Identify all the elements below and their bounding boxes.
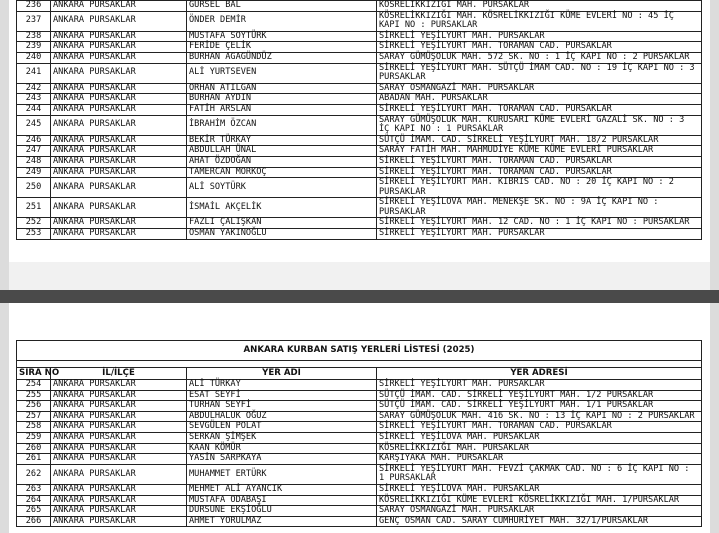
row-number: 263: [17, 484, 51, 495]
row-number: 242: [17, 83, 51, 94]
table-spacer: [17, 361, 702, 368]
row-name: FAZLI ÇALIŞKAN: [187, 218, 377, 229]
table-row: [17, 52, 702, 63]
row-address: KÖSRELİKKIZIĞI MAH. KÖSRELİKKIZIĞI KÜME EVLERİ NO : 45 İÇ KAPI NO : PURSAKLAR: [377, 11, 702, 31]
row-number: 266: [17, 516, 51, 527]
row-address: SİRKELİ YEŞİLYURT MAH. PURSAKLAR: [377, 229, 702, 240]
table-row: [17, 94, 702, 105]
row-address: SARAY GÜMÜŞOLUK MAH. KURUSARI KÜME EVLERİ GAZALİ SK. NO : 3 İÇ KAPI NO : 1 PURSAKLAR: [377, 115, 702, 135]
row-ilce: ANKARA PURSAKLAR: [51, 94, 187, 105]
table-bottom-body: [17, 341, 702, 527]
row-address: SİRKELİ YEŞİLYURT MAH. TORAMAN CAD. PURSAKLAR: [377, 422, 702, 433]
row-address: SİRKELİ YEŞİLYURT MAH. PURSAKLAR: [377, 380, 702, 391]
row-ilce: ANKARA PURSAKLAR: [51, 63, 187, 83]
row-name: BEKİR TÜRKAY: [187, 135, 377, 146]
row-ilce: ANKARA PURSAKLAR: [51, 464, 187, 484]
row-address: SİRKELİ YEŞİLYURT MAH. PURSAKLAR: [377, 31, 702, 42]
row-ilce: ANKARA PURSAKLAR: [51, 11, 187, 31]
table-row: [17, 432, 702, 443]
left-margin: [0, 0, 9, 533]
row-name: OSMAN YAKINOĞLU: [187, 229, 377, 240]
row-ilce: ANKARA PURSAKLAR: [51, 495, 187, 506]
table-row: [17, 401, 702, 412]
row-number: 258: [17, 422, 51, 433]
row-ilce: ANKARA PURSAKLAR: [51, 454, 187, 465]
page-separator: [0, 290, 719, 303]
row-ilce: ANKARA PURSAKLAR: [51, 146, 187, 157]
row-address: KÖSRELİKKIZIĞI MAH. PURSAKLAR: [377, 1, 702, 12]
table-row: [17, 42, 702, 53]
row-address: SARAY GÜMÜŞOLUK MAH. 572 SK. NO : 1 İÇ KAPI NO : 2 PURSAKLAR: [377, 52, 702, 63]
row-ilce: ANKARA PURSAKLAR: [51, 83, 187, 94]
table-row: [17, 464, 702, 484]
row-number: 253: [17, 229, 51, 240]
header-ad: YER ADI: [187, 368, 377, 380]
row-number: 237: [17, 11, 51, 31]
header-ilce: İL/İLÇE: [51, 368, 187, 380]
row-ilce: ANKARA PURSAKLAR: [51, 411, 187, 422]
row-address: SARAY FATİH MAH. MAHMUDİYE KÜME KÜME EVLERİ PURSAKLAR: [377, 146, 702, 157]
row-number: 250: [17, 178, 51, 198]
row-number: 259: [17, 432, 51, 443]
row-name: SERKAN ŞİMŞEK: [187, 432, 377, 443]
row-address: SİRKELİ YEŞİLYURT MAH. TORAMAN CAD. PURSAKLAR: [377, 42, 702, 53]
row-name: ÖNDER DEMİR: [187, 11, 377, 31]
row-ilce: ANKARA PURSAKLAR: [51, 401, 187, 412]
row-number: 257: [17, 411, 51, 422]
row-name: AHMET YORULMAZ: [187, 516, 377, 527]
row-ilce: ANKARA PURSAKLAR: [51, 156, 187, 167]
row-address: SÜTÇÜ İMAM. CAD. SİRKELİ YEŞİLYURT MAH. 1/1 PURSAKLAR: [377, 401, 702, 412]
row-name: ALİ SOYTÜRK: [187, 178, 377, 198]
row-name: ORHAN ATILGAN: [187, 83, 377, 94]
row-name: ESAT SEYFİ: [187, 390, 377, 401]
header-no: SIRA NO: [17, 368, 51, 380]
table-row: [17, 454, 702, 465]
row-number: 265: [17, 506, 51, 517]
row-address: GENÇ OSMAN CAD. SARAY CUMHURİYET MAH. 32/1/PURSAKLAR: [377, 516, 702, 527]
table-row: [17, 229, 702, 240]
row-ilce: ANKARA PURSAKLAR: [51, 516, 187, 527]
row-name: MUHAMMET ERTÜRK: [187, 464, 377, 484]
row-ilce: ANKARA PURSAKLAR: [51, 390, 187, 401]
row-name: MUSTAFA SOYTÜRK: [187, 31, 377, 42]
row-address: SİRKELİ YEŞİLOVA MAH. PURSAKLAR: [377, 484, 702, 495]
row-ilce: ANKARA PURSAKLAR: [51, 198, 187, 218]
table-row: [17, 1, 702, 12]
table-row: [17, 63, 702, 83]
row-ilce: ANKARA PURSAKLAR: [51, 178, 187, 198]
table-title: ANKARA KURBAN SATIŞ YERLERİ LİSTESİ (2025): [17, 341, 702, 361]
row-name: KAAN KÖMÜR: [187, 443, 377, 454]
row-number: 236: [17, 1, 51, 12]
row-name: ALİ TÜRKAY: [187, 380, 377, 391]
row-number: 256: [17, 401, 51, 412]
row-ilce: ANKARA PURSAKLAR: [51, 484, 187, 495]
row-name: İSMAİL AKÇELİK: [187, 198, 377, 218]
table-row: [17, 167, 702, 178]
table-row: [17, 506, 702, 517]
row-ilce: ANKARA PURSAKLAR: [51, 167, 187, 178]
row-name: MUSTAFA ODABAŞI: [187, 495, 377, 506]
table-header-row: [17, 368, 702, 380]
right-margin: [710, 0, 719, 533]
row-ilce: ANKARA PURSAKLAR: [51, 31, 187, 42]
row-address: SİRKELİ YEŞİLYURT MAH. TORAMAN CAD. PURSAKLAR: [377, 167, 702, 178]
row-address: ABADAN MAH. PURSAKLAR: [377, 94, 702, 105]
row-name: YASİN SARPKAYA: [187, 454, 377, 465]
row-ilce: ANKARA PURSAKLAR: [51, 229, 187, 240]
row-address: SİRKELİ YEŞİLOVA MAH. MENEKŞE SK. NO : 9A İÇ KAPI NO : PURSAKLAR: [377, 198, 702, 218]
page-bottom: [16, 340, 701, 533]
table-top: [16, 0, 702, 240]
row-name: DURSUNE EKŞİOĞLU: [187, 506, 377, 517]
row-ilce: ANKARA PURSAKLAR: [51, 1, 187, 12]
row-number: 240: [17, 52, 51, 63]
row-address: SİRKELİ YEŞİLYURT MAH. FEVZİ ÇAKMAK CAD. NO : 6 İÇ KAPI NO : 1 PURSAKLAR: [377, 464, 702, 484]
row-address: SARAY OSMANGAZİ MAH. PURSAKLAR: [377, 506, 702, 517]
row-address: SÜTÇÜ İMAM. CAD. SİRKELİ YEŞİLYURT MAH. 1/2 PURSAKLAR: [377, 390, 702, 401]
row-name: ALİ YURTSEVEN: [187, 63, 377, 83]
row-address: SİRKELİ YEŞİLYURT MAH. 12 CAD. NO : 1 İÇ KAPI NO : PURSAKLAR: [377, 218, 702, 229]
row-name: FERİDE ÇELİK: [187, 42, 377, 53]
row-name: AHAT ÖZDOĞAN: [187, 156, 377, 167]
row-ilce: ANKARA PURSAKLAR: [51, 506, 187, 517]
table-title-row: [17, 341, 702, 361]
table-row: [17, 422, 702, 433]
row-name: İBRAHİM ÖZCAN: [187, 115, 377, 135]
table-row: [17, 218, 702, 229]
row-ilce: ANKARA PURSAKLAR: [51, 218, 187, 229]
row-ilce: ANKARA PURSAKLAR: [51, 52, 187, 63]
row-number: 249: [17, 167, 51, 178]
page-top: [16, 0, 701, 258]
row-number: 260: [17, 443, 51, 454]
row-number: 255: [17, 390, 51, 401]
row-number: 261: [17, 454, 51, 465]
row-address: SİRKELİ YEŞİLYURT MAH. TORAMAN CAD. PURSAKLAR: [377, 104, 702, 115]
table-row: [17, 380, 702, 391]
table-row: [17, 443, 702, 454]
row-number: 264: [17, 495, 51, 506]
row-ilce: ANKARA PURSAKLAR: [51, 115, 187, 135]
table-row: [17, 115, 702, 135]
row-name: BURHAN AYDIN: [187, 94, 377, 105]
row-number: 248: [17, 156, 51, 167]
row-address: SİRKELİ YEŞİLYURT MAH. TORAMAN CAD. PURSAKLAR: [377, 156, 702, 167]
row-address: SİRKELİ YEŞİLYURT MAH. SÜTÇÜ İMAM CAD. NO : 19 İÇ KAPI NO : 3 PURSAKLAR: [377, 63, 702, 83]
row-ilce: ANKARA PURSAKLAR: [51, 42, 187, 53]
row-number: 238: [17, 31, 51, 42]
row-number: 244: [17, 104, 51, 115]
row-ilce: ANKARA PURSAKLAR: [51, 422, 187, 433]
row-number: 262: [17, 464, 51, 484]
row-address: KARŞIYAKA MAH. PURSAKLAR: [377, 454, 702, 465]
row-name: TAMERCAN MORKOÇ: [187, 167, 377, 178]
table-row: [17, 11, 702, 31]
table-row: [17, 484, 702, 495]
row-name: SEVGÜLEN POLAT: [187, 422, 377, 433]
table-row: [17, 198, 702, 218]
row-name: FATİH ARSLAN: [187, 104, 377, 115]
row-ilce: ANKARA PURSAKLAR: [51, 104, 187, 115]
table-row: [17, 83, 702, 94]
row-address: SARAY GÜMÜŞOLUK MAH. 416 SK. NO : 13 İÇ KAPI NO : 2 PURSAKLAR: [377, 411, 702, 422]
table-row: [17, 146, 702, 157]
row-name: GÜRSEL BAL: [187, 1, 377, 12]
row-name: BURHAN AGAGÜNDÜZ: [187, 52, 377, 63]
row-number: 251: [17, 198, 51, 218]
table-row: [17, 156, 702, 167]
row-ilce: ANKARA PURSAKLAR: [51, 432, 187, 443]
table-bottom: [16, 340, 702, 527]
row-address: KÖSRELİKKIZIĞI KÜME EVLERİ KÖSRELİKKIZIĞI MAH. 1/PURSAKLAR: [377, 495, 702, 506]
row-number: 247: [17, 146, 51, 157]
row-address: SİRKELİ YEŞİLOVA MAH. PURSAKLAR: [377, 432, 702, 443]
row-address: SÜTÇÜ İMAM. CAD. SİRKELİ YEŞİLYURT MAH. 18/2 PURSAKLAR: [377, 135, 702, 146]
row-number: 246: [17, 135, 51, 146]
row-ilce: ANKARA PURSAKLAR: [51, 135, 187, 146]
row-name: ABDULLAH ÜNAL: [187, 146, 377, 157]
row-name: ABDULHALUK OĞUZ: [187, 411, 377, 422]
page-gap: [9, 262, 710, 290]
row-name: MEHMET ALİ AYANCIK: [187, 484, 377, 495]
row-number: 254: [17, 380, 51, 391]
table-row: [17, 516, 702, 527]
row-name: TURHAN SEYFİ: [187, 401, 377, 412]
header-adres: YER ADRESİ: [377, 368, 702, 380]
table-row: [17, 495, 702, 506]
table-row: [17, 104, 702, 115]
row-ilce: ANKARA PURSAKLAR: [51, 443, 187, 454]
row-address: SARAY OSMANGAZİ MAH. PURSAKLAR: [377, 83, 702, 94]
table-top-body: [17, 1, 702, 240]
row-address: KÖSRELİKKIZIĞI MAH. PURSAKLAR: [377, 443, 702, 454]
row-number: 252: [17, 218, 51, 229]
row-number: 245: [17, 115, 51, 135]
row-number: 243: [17, 94, 51, 105]
row-number: 241: [17, 63, 51, 83]
table-row: [17, 178, 702, 198]
row-address: SİRKELİ YEŞİLYURT MAH. KIBRIS CAD. NO : 20 İÇ KAPI NO : 2 PURSAKLAR: [377, 178, 702, 198]
row-ilce: ANKARA PURSAKLAR: [51, 380, 187, 391]
row-number: 239: [17, 42, 51, 53]
